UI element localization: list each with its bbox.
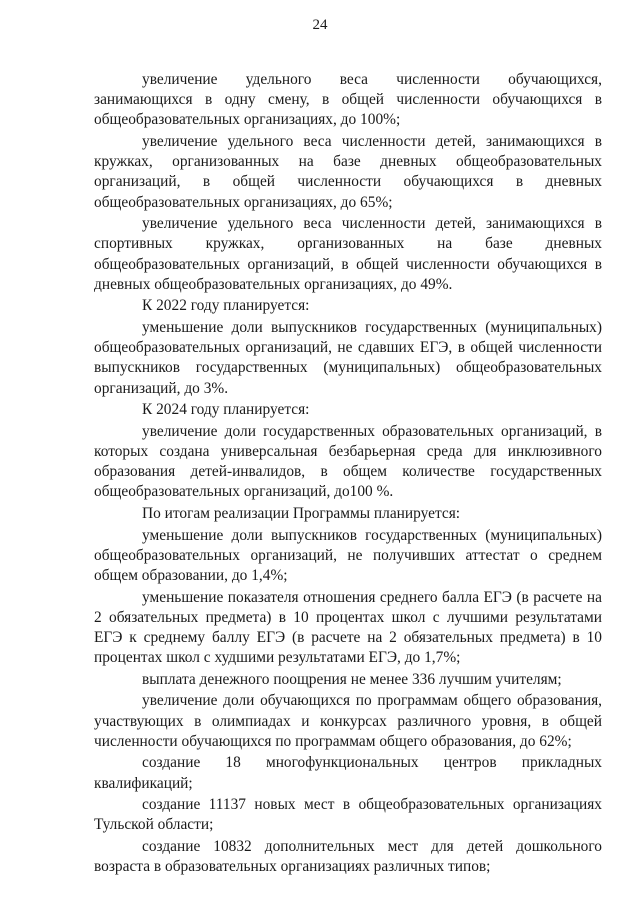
paragraph-ege-ratio: уменьшение показателя отношения среднего балла ЕГЭ (в расчете на 2 обязательных предмета) в 10 процентах школ с лучшими результатами ЕГЭ к среднему баллу ЕГЭ (в расчете на 2 обязательных предмета) в 10 процентах школ с худшими результатами ЕГЭ, до 1,7%; bbox=[94, 588, 602, 667]
paragraph-teacher-bonus: выплата денежного поощрения не менее 336 лучшим учителям; bbox=[142, 670, 562, 688]
paragraph-preschool-places: создание 10832 дополнительных мест для детей дошкольного возраста в образовательных организациях различных типов; bbox=[94, 837, 602, 876]
paragraph-new-school-places: создание 11137 новых мест в общеобразовательных организациях Тульской области; bbox=[94, 796, 602, 834]
heading-program-results: По итогам реализации Программы планируется: bbox=[142, 505, 461, 522]
paragraph-single-shift: увеличение удельного веса численности обучающихся, занимающихся в одну смену, в общей численности обучающихся в общеобразовательных организациях, до 100%; bbox=[94, 71, 602, 129]
page-body bbox=[94, 70, 602, 879]
paragraph-clubs: увеличение удельного веса численности детей, занимающихся в кружках, организованных на базе дневных общеобразовательных организаций, в общей численности обучающихся в дневных общеобразовательных организациях, до 65%; bbox=[94, 133, 602, 211]
paragraph-multifunctional-centers: создание 18 многофункциональных центров прикладных квалификаций; bbox=[94, 754, 602, 792]
paragraph-ege-fail: уменьшение доли выпускников государственных (муниципальных) общеобразовательных организаций, не сдавших ЕГЭ, в общей численности выпускников государственных (муниципальных) общеобразовательных организаций, до 3%. bbox=[94, 319, 602, 397]
paragraph-no-certificate: уменьшение доли выпускников государственных (муниципальных) общеобразовательных организаций, не получивших аттестат о среднем общем образовании, до 1,4%; bbox=[94, 526, 602, 584]
paragraph-olympiads: увеличение доли обучающихся по программам общего образования, участвующих в олимпиадах и конкурсах различного уровня, в общей численности обучающихся по программам общего образования, до 62%; bbox=[94, 692, 602, 750]
heading-2024-plan: К 2024 году планируется: bbox=[142, 401, 310, 419]
heading-2022-plan: К 2022 году планируется: bbox=[142, 297, 310, 315]
page-number: 24 bbox=[312, 17, 328, 33]
paragraph-sports-clubs: увеличение удельного веса численности детей, занимающихся в спортивных кружках, организованных на базе дневных общеобразовательных организаций, в общей численности обучающихся в дневных общеобразовательных организациях, до 49%. bbox=[94, 215, 602, 293]
paragraph-inclusive-environment: увеличение доли государственных образовательных организаций, в которых создана универсальная безбарьерная среда для инклюзивного образования детей-инвалидов, в общем количестве государственных общеобразовательных организаций, до100 %. bbox=[94, 422, 602, 501]
